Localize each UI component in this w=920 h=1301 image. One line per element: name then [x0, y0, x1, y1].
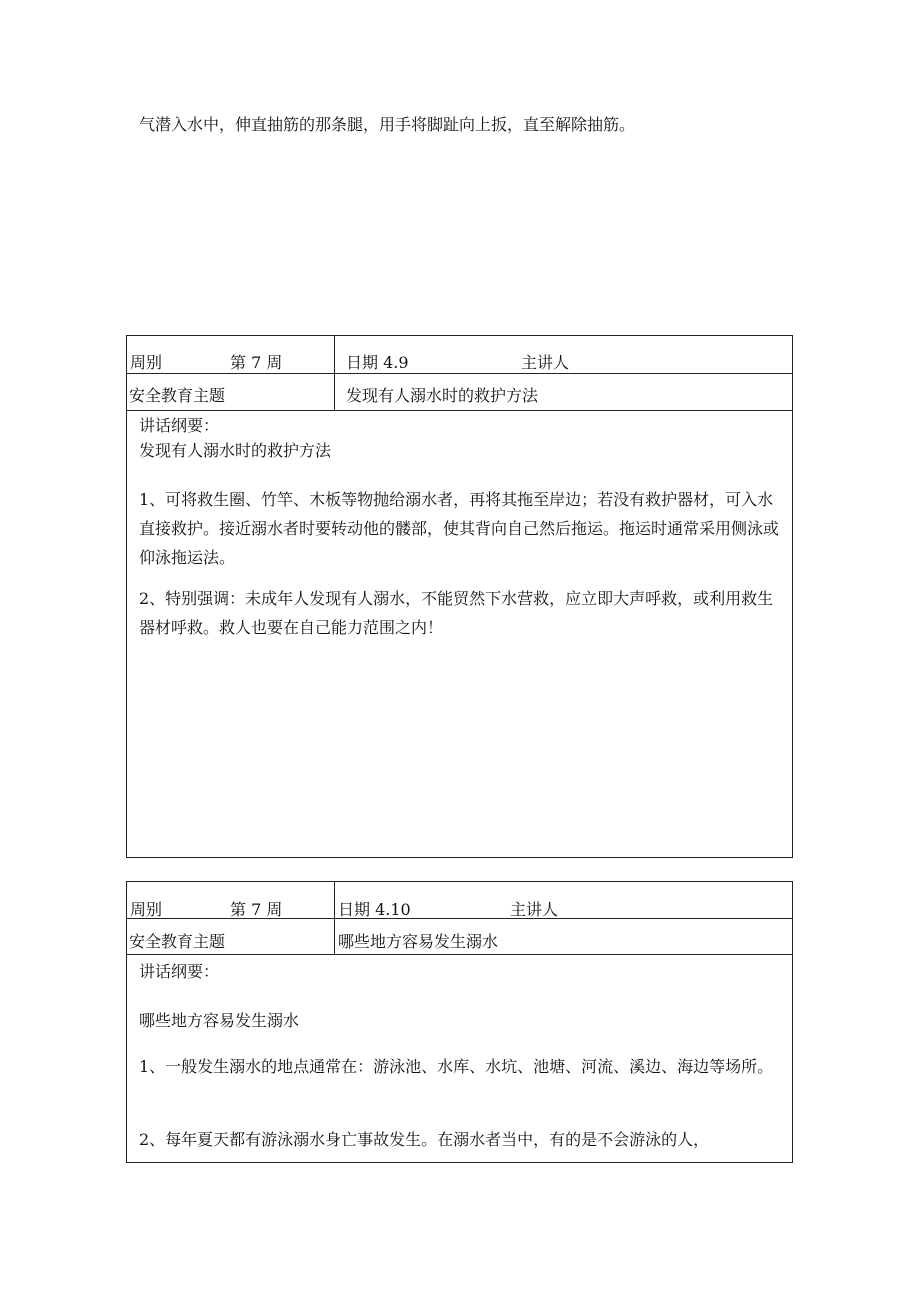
topic-row	[127, 374, 792, 411]
outline-title: 哪些地方容易发生溺水	[139, 1011, 300, 1030]
topic-value-cell	[335, 374, 792, 410]
outline-point-1: 1、可将救生圈、竹竿、木板等物抛给溺水者，再将其拖至岸边；若没有救护器材，可入水直接救护。接近溺水者时要转动他的髅部，使其背向自己然后拖运。拖运时通常采用侧泳或仰泳拖运法。	[139, 490, 780, 567]
topic-label: 安全教育主题	[129, 386, 226, 405]
outline-label: 讲话纲要：	[139, 416, 220, 435]
week-label: 周别	[130, 900, 163, 919]
outline-area	[127, 955, 792, 1162]
outline-title: 发现有人溺水时的救护方法	[139, 441, 332, 460]
outline-area	[127, 411, 792, 857]
lesson-table-1	[126, 335, 793, 858]
topic-label-cell	[127, 374, 335, 410]
speaker-label: 主讲人	[521, 353, 570, 372]
outline-point-2: 2、每年夏天都有游泳溺水身亡事故发生。在溺水者当中，有的是不会游泳的人，	[139, 1130, 710, 1149]
date-label: 日期 4.9	[346, 353, 409, 372]
speaker-label: 主讲人	[510, 900, 559, 919]
topic-row	[127, 919, 792, 955]
topic-value: 发现有人溺水时的救护方法	[346, 386, 539, 405]
lesson-table-2	[126, 881, 793, 1163]
week-cell	[127, 336, 335, 373]
intro-paragraph: 气潜入水中，伸直抽筋的那条腿，用手将脚趾向上扳，直至解除抽筋。	[139, 115, 636, 134]
week-label: 周别	[130, 353, 163, 372]
date-speaker-cell	[335, 882, 792, 918]
outline-point-1: 1、一般发生溺水的地点通常在：游泳池、水库、水坑、池塘、河流、溪边、海边等场所。	[139, 1057, 774, 1076]
week-cell	[127, 882, 335, 918]
topic-label: 安全教育主题	[129, 932, 226, 951]
date-speaker-cell	[335, 336, 792, 373]
outline-point-2: 2、特别强调：未成年人发现有人溺水，不能贸然下水营救，应立即大声呼救，或利用救生器材呼救。救人也要在自己能力范围之内！	[139, 589, 774, 637]
week-value: 第 7 周	[230, 353, 283, 372]
topic-value: 哪些地方容易发生溺水	[338, 932, 499, 951]
week-value: 第 7 周	[230, 900, 283, 919]
date-label: 日期 4.10	[338, 900, 411, 919]
header-row	[127, 336, 792, 374]
header-row	[127, 882, 792, 919]
outline-label: 讲话纲要：	[139, 962, 220, 981]
topic-value-cell	[335, 919, 792, 954]
topic-label-cell	[127, 919, 335, 954]
